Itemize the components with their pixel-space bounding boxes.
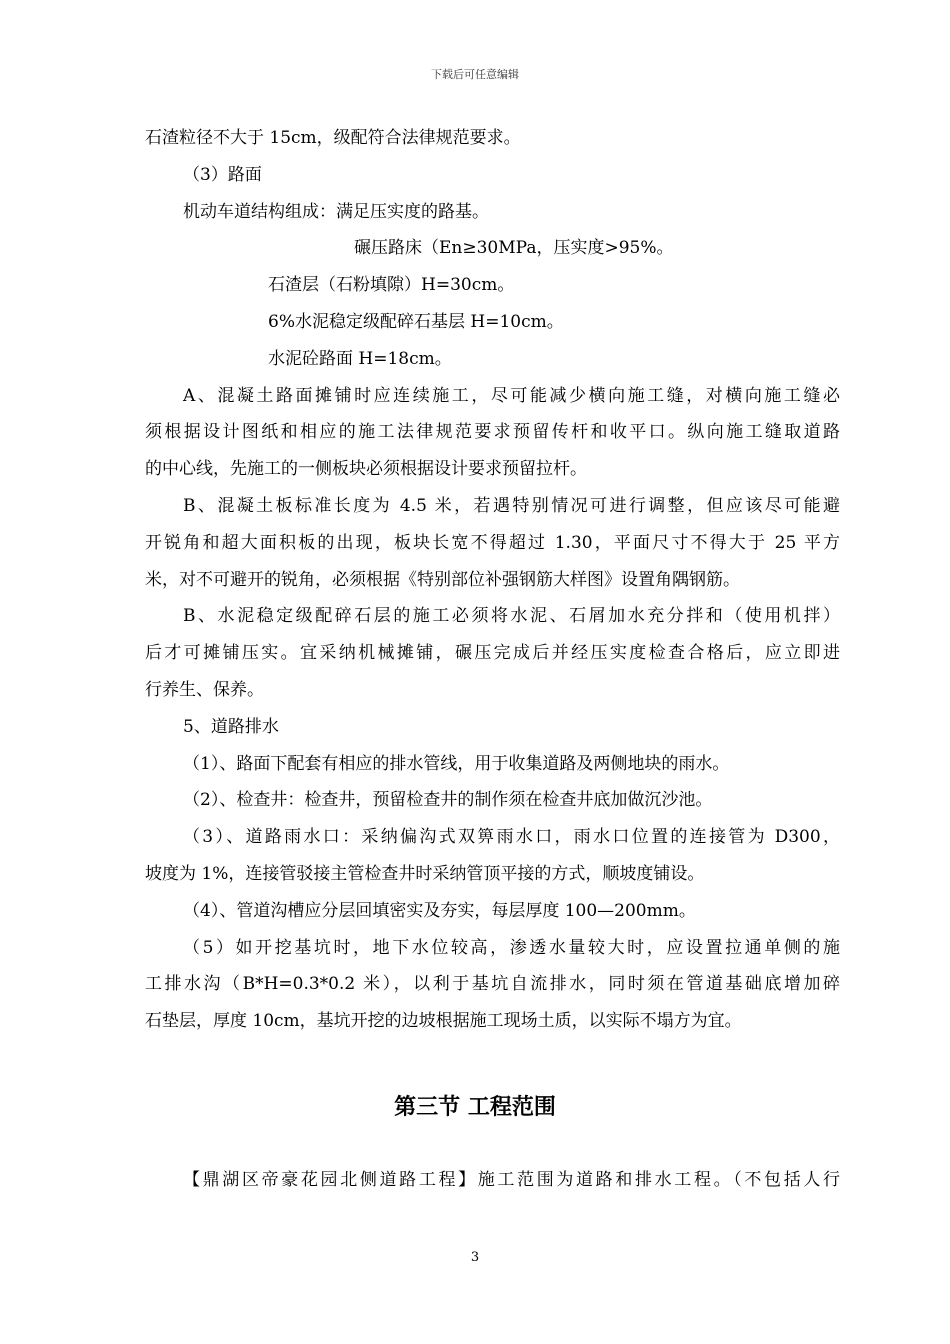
paragraph-line: 开锐角和超大面积板的出现，板块长宽不得超过 1.30，平面尺寸不得大于 25 平方	[145, 532, 840, 553]
paragraph-line: （4）、管道沟槽应分层回填密实及夯实，每层厚度 100—200mm。	[183, 900, 696, 921]
paragraph-line: （2）、检查井：检查井，预留检查井的制作须在检查井底加做沉沙池。	[183, 790, 713, 811]
structure-layer-line: 碾压路床（En≥30MPa，压实度>95%。	[354, 238, 674, 259]
paragraph-line: B、水泥稳定级配碎石层的施工必须将水泥、石屑加水充分拌和（使用机拌）	[183, 606, 840, 627]
paragraph-line: 须根据设计图纸和相应的施工法律规范要求预留传杆和收平口。纵向施工缝取道路	[145, 422, 840, 443]
subheading-road-drainage: 5、道路排水	[183, 716, 279, 737]
paragraph-line: 石垫层，厚度 10cm，基坑开挖的边坡根据施工现场土质，以实际不塌方为宜。	[145, 1011, 742, 1032]
paragraph-line: （3）、道路雨水口：采纳偏沟式双箅雨水口，雨水口位置的连接管为 D300，	[183, 827, 840, 848]
page-number: 3	[470, 1250, 480, 1265]
paragraph-line: 坡度为 1%，连接管驳接主管检查井时采纳管顶平接的方式，顺坡度铺设。	[145, 863, 705, 884]
section-title: 第三节 工程范围	[394, 1095, 556, 1120]
paragraph-line: 石渣粒径不大于 15cm，级配符合法律规范要求。	[145, 128, 521, 148]
paragraph-line: 行养生、保养。	[145, 679, 264, 700]
subheading-road-surface: （3）路面	[183, 164, 262, 185]
document-body	[145, 120, 840, 1040]
structure-layer-line: 水泥砼路面 H=18cm。	[268, 348, 452, 369]
structure-layer-line: 石渣层（石粉填隙）H=30cm。	[268, 275, 515, 296]
paragraph-line: 【鼎湖区帝豪花园北侧道路工程】施工范围为道路和排水工程。（不包括人行	[183, 1170, 840, 1190]
paragraph-line: A、混凝土路面摊铺时应连续施工，尽可能减少横向施工缝，对横向施工缝必	[183, 385, 840, 406]
paragraph-line: 工排水沟（B*H=0.3*0.2 米），以利于基坑自流排水，同时须在管道基础底增加碎	[145, 974, 840, 995]
page-header: 下载后可任意编辑	[431, 68, 519, 81]
scope-paragraph	[145, 1162, 840, 1199]
paragraph-line: 后才可摊铺压实。宜采纳机械摊铺，碾压完成后并经压实度检查合格后，应立即进	[145, 643, 840, 664]
paragraph-line: B、混凝土板标准长度为 4.5 米，若遇特别情况可进行调整，但应该尽可能避	[183, 495, 840, 516]
paragraph-line: （1）、路面下配套有相应的排水管线，用于收集道路及两侧地块的雨水。	[183, 753, 730, 774]
paragraph-line: 米，对不可避开的锐角，必须根据《特别部位补强钢筋大样图》设置角隅钢筋。	[145, 569, 740, 590]
paragraph-line: 的中心线，先施工的一侧板块必须根据设计要求预留拉杆。	[145, 459, 587, 480]
paragraph-line: 机动车道结构组成：满足压实度的路基。	[183, 201, 489, 222]
structure-layer-line: 6%水泥稳定级配碎石基层 H=10cm。	[268, 311, 564, 332]
paragraph-line: （5）如开挖基坑时，地下水位较高，渗透水量较大时，应设置拉通单侧的施	[183, 937, 840, 958]
